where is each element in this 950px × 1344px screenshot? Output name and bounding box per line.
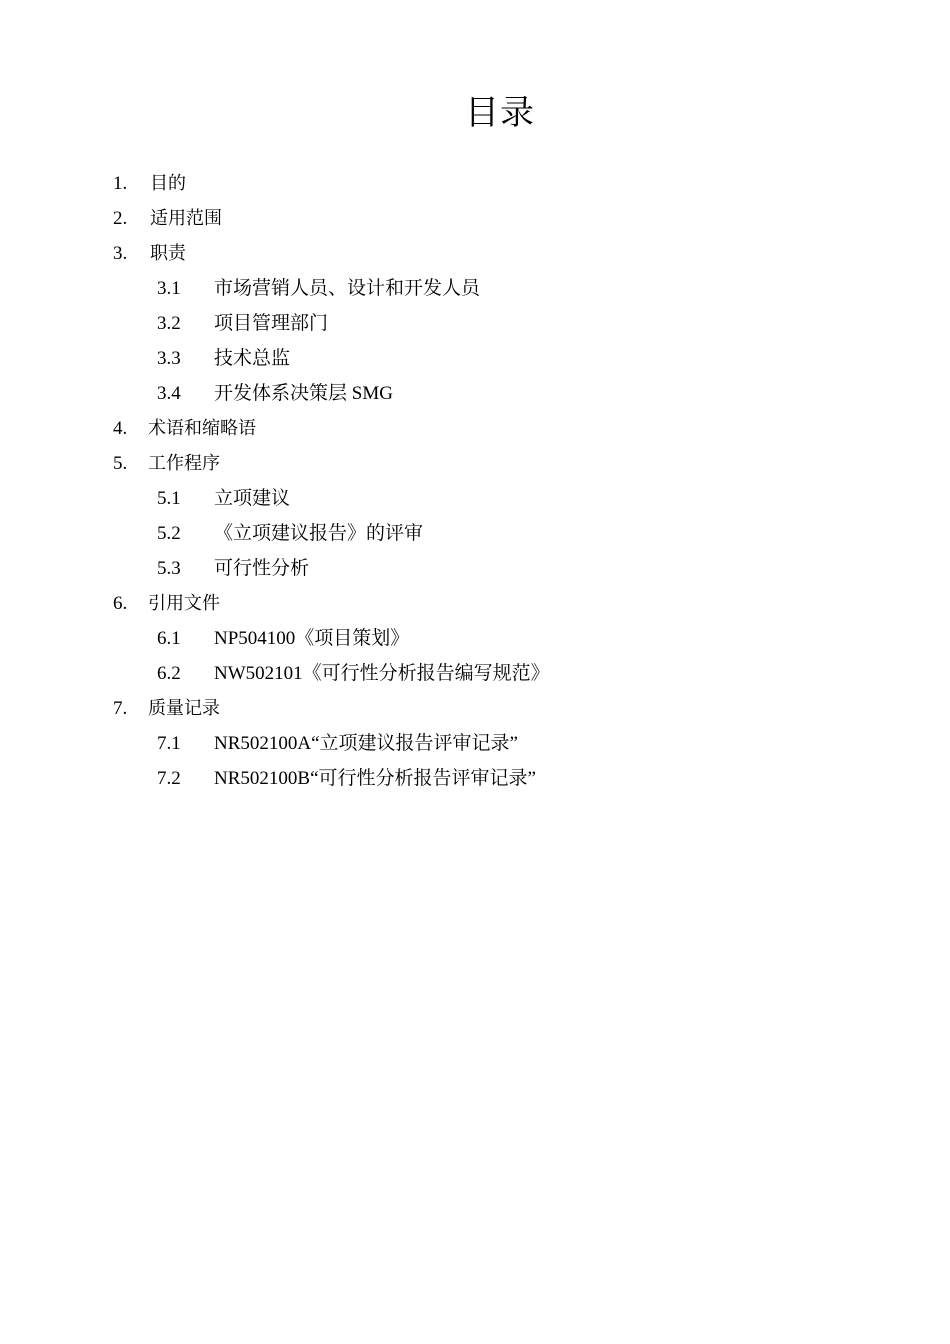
toc-entry[interactable]	[0, 236, 950, 271]
toc-entry[interactable]	[0, 586, 950, 621]
toc-number: 5.2	[157, 523, 181, 544]
toc-number: 2.	[113, 208, 128, 229]
toc-text: 市场营销人员、设计和开发人员	[214, 278, 481, 299]
toc-number: 7.2	[157, 768, 181, 789]
page-title: 目录	[465, 93, 535, 133]
toc-text: 质量记录	[148, 698, 220, 719]
toc-number: 3.	[113, 243, 128, 264]
toc-number: 5.1	[157, 488, 181, 509]
toc-number: 1.	[113, 173, 128, 194]
toc-entry[interactable]	[0, 166, 950, 201]
toc-number: 7.	[113, 698, 128, 719]
table-of-contents	[0, 166, 950, 796]
toc-text: 《立项建议报告》的评审	[214, 523, 424, 544]
toc-entry[interactable]	[0, 691, 950, 726]
toc-text: 工作程序	[148, 453, 220, 474]
toc-text: NR502100B“可行性分析报告评审记录”	[214, 768, 536, 789]
toc-number: 6.2	[157, 663, 181, 684]
toc-number: 6.1	[157, 628, 181, 649]
toc-entry[interactable]	[0, 411, 950, 446]
toc-number: 5.	[113, 453, 128, 474]
toc-entry[interactable]	[0, 376, 950, 411]
toc-number: 3.2	[157, 313, 181, 334]
toc-text: 技术总监	[214, 348, 291, 369]
toc-text: 术语和缩略语	[148, 418, 256, 439]
toc-number: 3.3	[157, 348, 181, 369]
toc-entry[interactable]	[0, 761, 950, 796]
toc-text: NR502100A“立项建议报告评审记录”	[214, 733, 518, 754]
toc-entry[interactable]	[0, 516, 950, 551]
toc-text: 立项建议	[214, 488, 291, 509]
toc-number: 3.1	[157, 278, 181, 299]
toc-entry[interactable]	[0, 306, 950, 341]
toc-entry[interactable]	[0, 201, 950, 236]
toc-text: 引用文件	[148, 593, 220, 614]
toc-entry[interactable]	[0, 656, 950, 691]
toc-text: 可行性分析	[214, 558, 310, 579]
toc-text: 适用范围	[150, 208, 222, 229]
toc-entry[interactable]	[0, 341, 950, 376]
toc-number: 3.4	[157, 383, 181, 404]
toc-entry[interactable]	[0, 271, 950, 306]
toc-text: 项目管理部门	[214, 313, 329, 334]
toc-number: 6.	[113, 593, 128, 614]
toc-number: 5.3	[157, 558, 181, 579]
toc-entry[interactable]	[0, 481, 950, 516]
toc-text: 目的	[150, 173, 186, 194]
toc-text: 职责	[150, 243, 186, 264]
toc-text: NP504100《项目策划》	[214, 628, 410, 649]
toc-entry[interactable]	[0, 621, 950, 656]
toc-text: NW502101《可行性分析报告编写规范》	[214, 663, 550, 684]
toc-entry[interactable]	[0, 726, 950, 761]
toc-number: 4.	[113, 418, 128, 439]
toc-number: 7.1	[157, 733, 181, 754]
toc-entry[interactable]	[0, 446, 950, 481]
toc-entry[interactable]	[0, 551, 950, 586]
toc-text: 开发体系决策层 SMG	[214, 383, 393, 404]
